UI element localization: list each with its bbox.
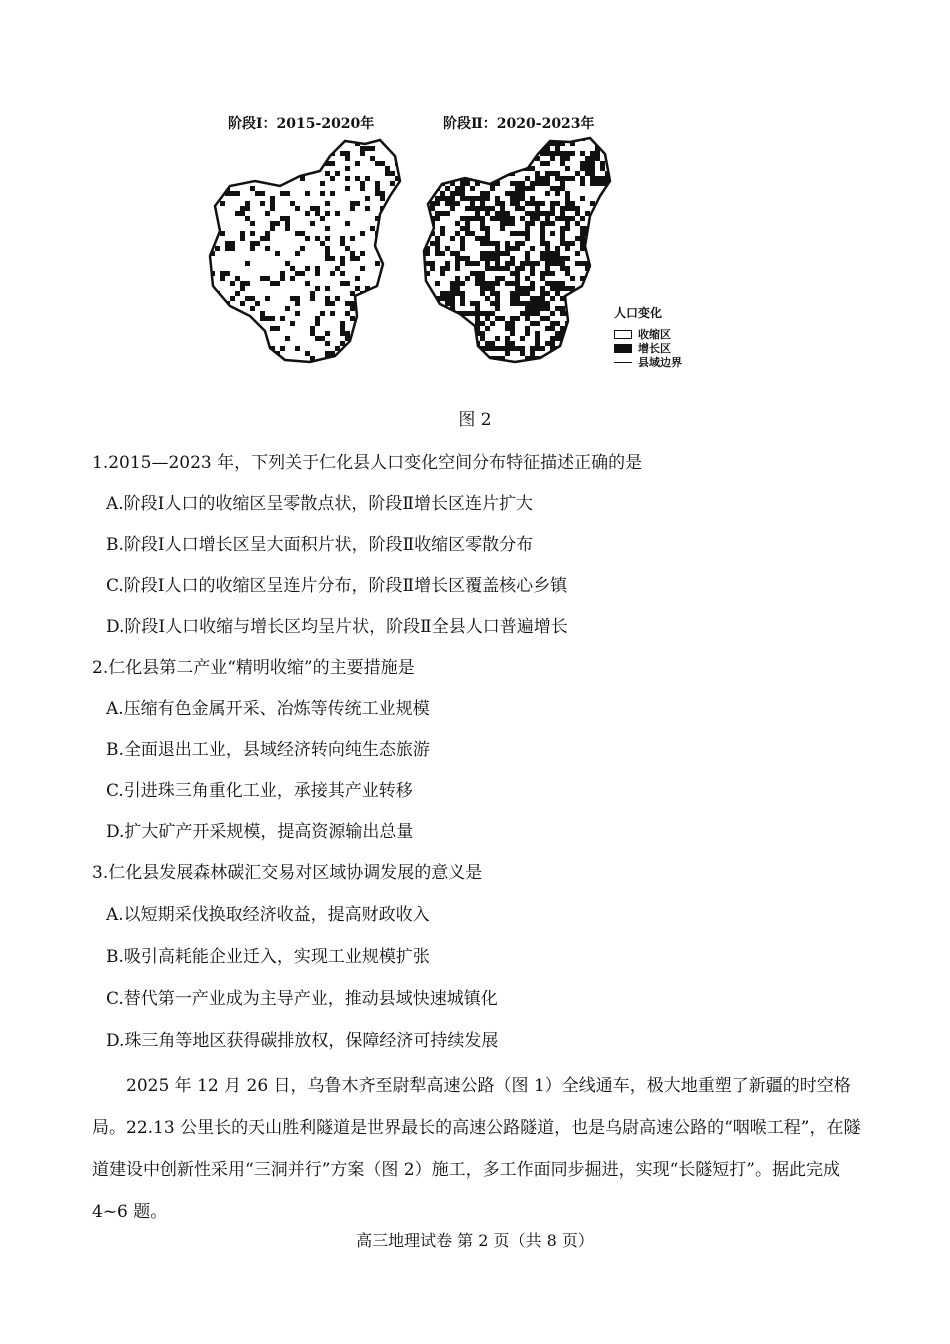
question-1-stem: 1.2015—2023 年，下列关于仁化县人口变化空间分布特征描述正确的是 [92,453,643,473]
intro-paragraph: 2025 年 12 月 26 日，乌鲁木齐至尉犁高速公路（图 1）全线通车，极大地重塑了新疆的时空格局。22.13 公里长的天山胜利隧道是世界最长的高速公路隧道，也是乌尉高速公路的“咽喉工程”，在隧道建设中创新性采用“三洞并行”方案（图 2）施工，多工作面同步掘进，实现“长隧短打”。据此完成 4~6 题。 [92,1076,861,1222]
question-3-option-a: A.以短期采伐换取经济收益，提高财政收入 [106,905,430,925]
page-footer: 高三地理试卷 第 2 页（共 8 页） [356,1231,594,1250]
population-map-stage2 [420,136,615,366]
question-2-stem: 2.仁化县第二产业“精明收缩”的主要措施是 [92,658,415,678]
question-3-option-b: B.吸引高耗能企业迁入，实现工业规模扩张 [106,947,430,967]
question-2-option-b: B.全面退出工业，县域经济转向纯生态旅游 [106,740,430,760]
question-1-option-c: C.阶段Ⅰ人口的收缩区呈连片分布，阶段Ⅱ增长区覆盖核心乡镇 [106,576,568,596]
question-1-option-b: B.阶段Ⅰ人口增长区呈大面积片状，阶段Ⅱ收缩区零散分布 [106,535,534,555]
black-swatch-icon [614,344,632,353]
white-swatch-icon [614,330,632,339]
figure-caption: 图 2 [458,410,492,430]
question-3-stem: 3.仁化县发展森林碳汇交易对区域协调发展的意义是 [92,863,483,883]
question-3-option-d: D.珠三角等地区获得碳排放权，保障经济可持续发展 [106,1031,499,1051]
population-map-stage1 [205,136,410,366]
question-1-option-a: A.阶段Ⅰ人口的收缩区呈零散点状，阶段Ⅱ增长区连片扩大 [106,494,533,514]
map-legend [614,304,682,369]
boundary-line-icon [614,362,632,363]
stage1-title: 阶段Ⅰ：2015-2020年 [228,116,375,132]
question-2-option-a: A.压缩有色金属开采、冶炼等传统工业规模 [106,699,430,719]
question-3-option-c: C.替代第一产业成为主导产业，推动县域快速城镇化 [106,989,498,1009]
legend-item-growth: 增长区 [614,341,682,355]
question-2-option-d: D.扩大矿产开采规模，提高资源输出总量 [106,822,414,842]
legend-item-shrink: 收缩区 [614,327,682,341]
question-2-option-c: C.引进珠三角重化工业，承接其产业转移 [106,781,413,801]
question-1-option-d: D.阶段Ⅰ人口收缩与增长区均呈片状，阶段Ⅱ全县人口普遍增长 [106,617,568,637]
legend-title: 人口变化 [614,306,663,320]
stage2-title: 阶段Ⅱ：2020-2023年 [443,116,595,132]
legend-item-boundary: 县域边界 [614,355,682,369]
